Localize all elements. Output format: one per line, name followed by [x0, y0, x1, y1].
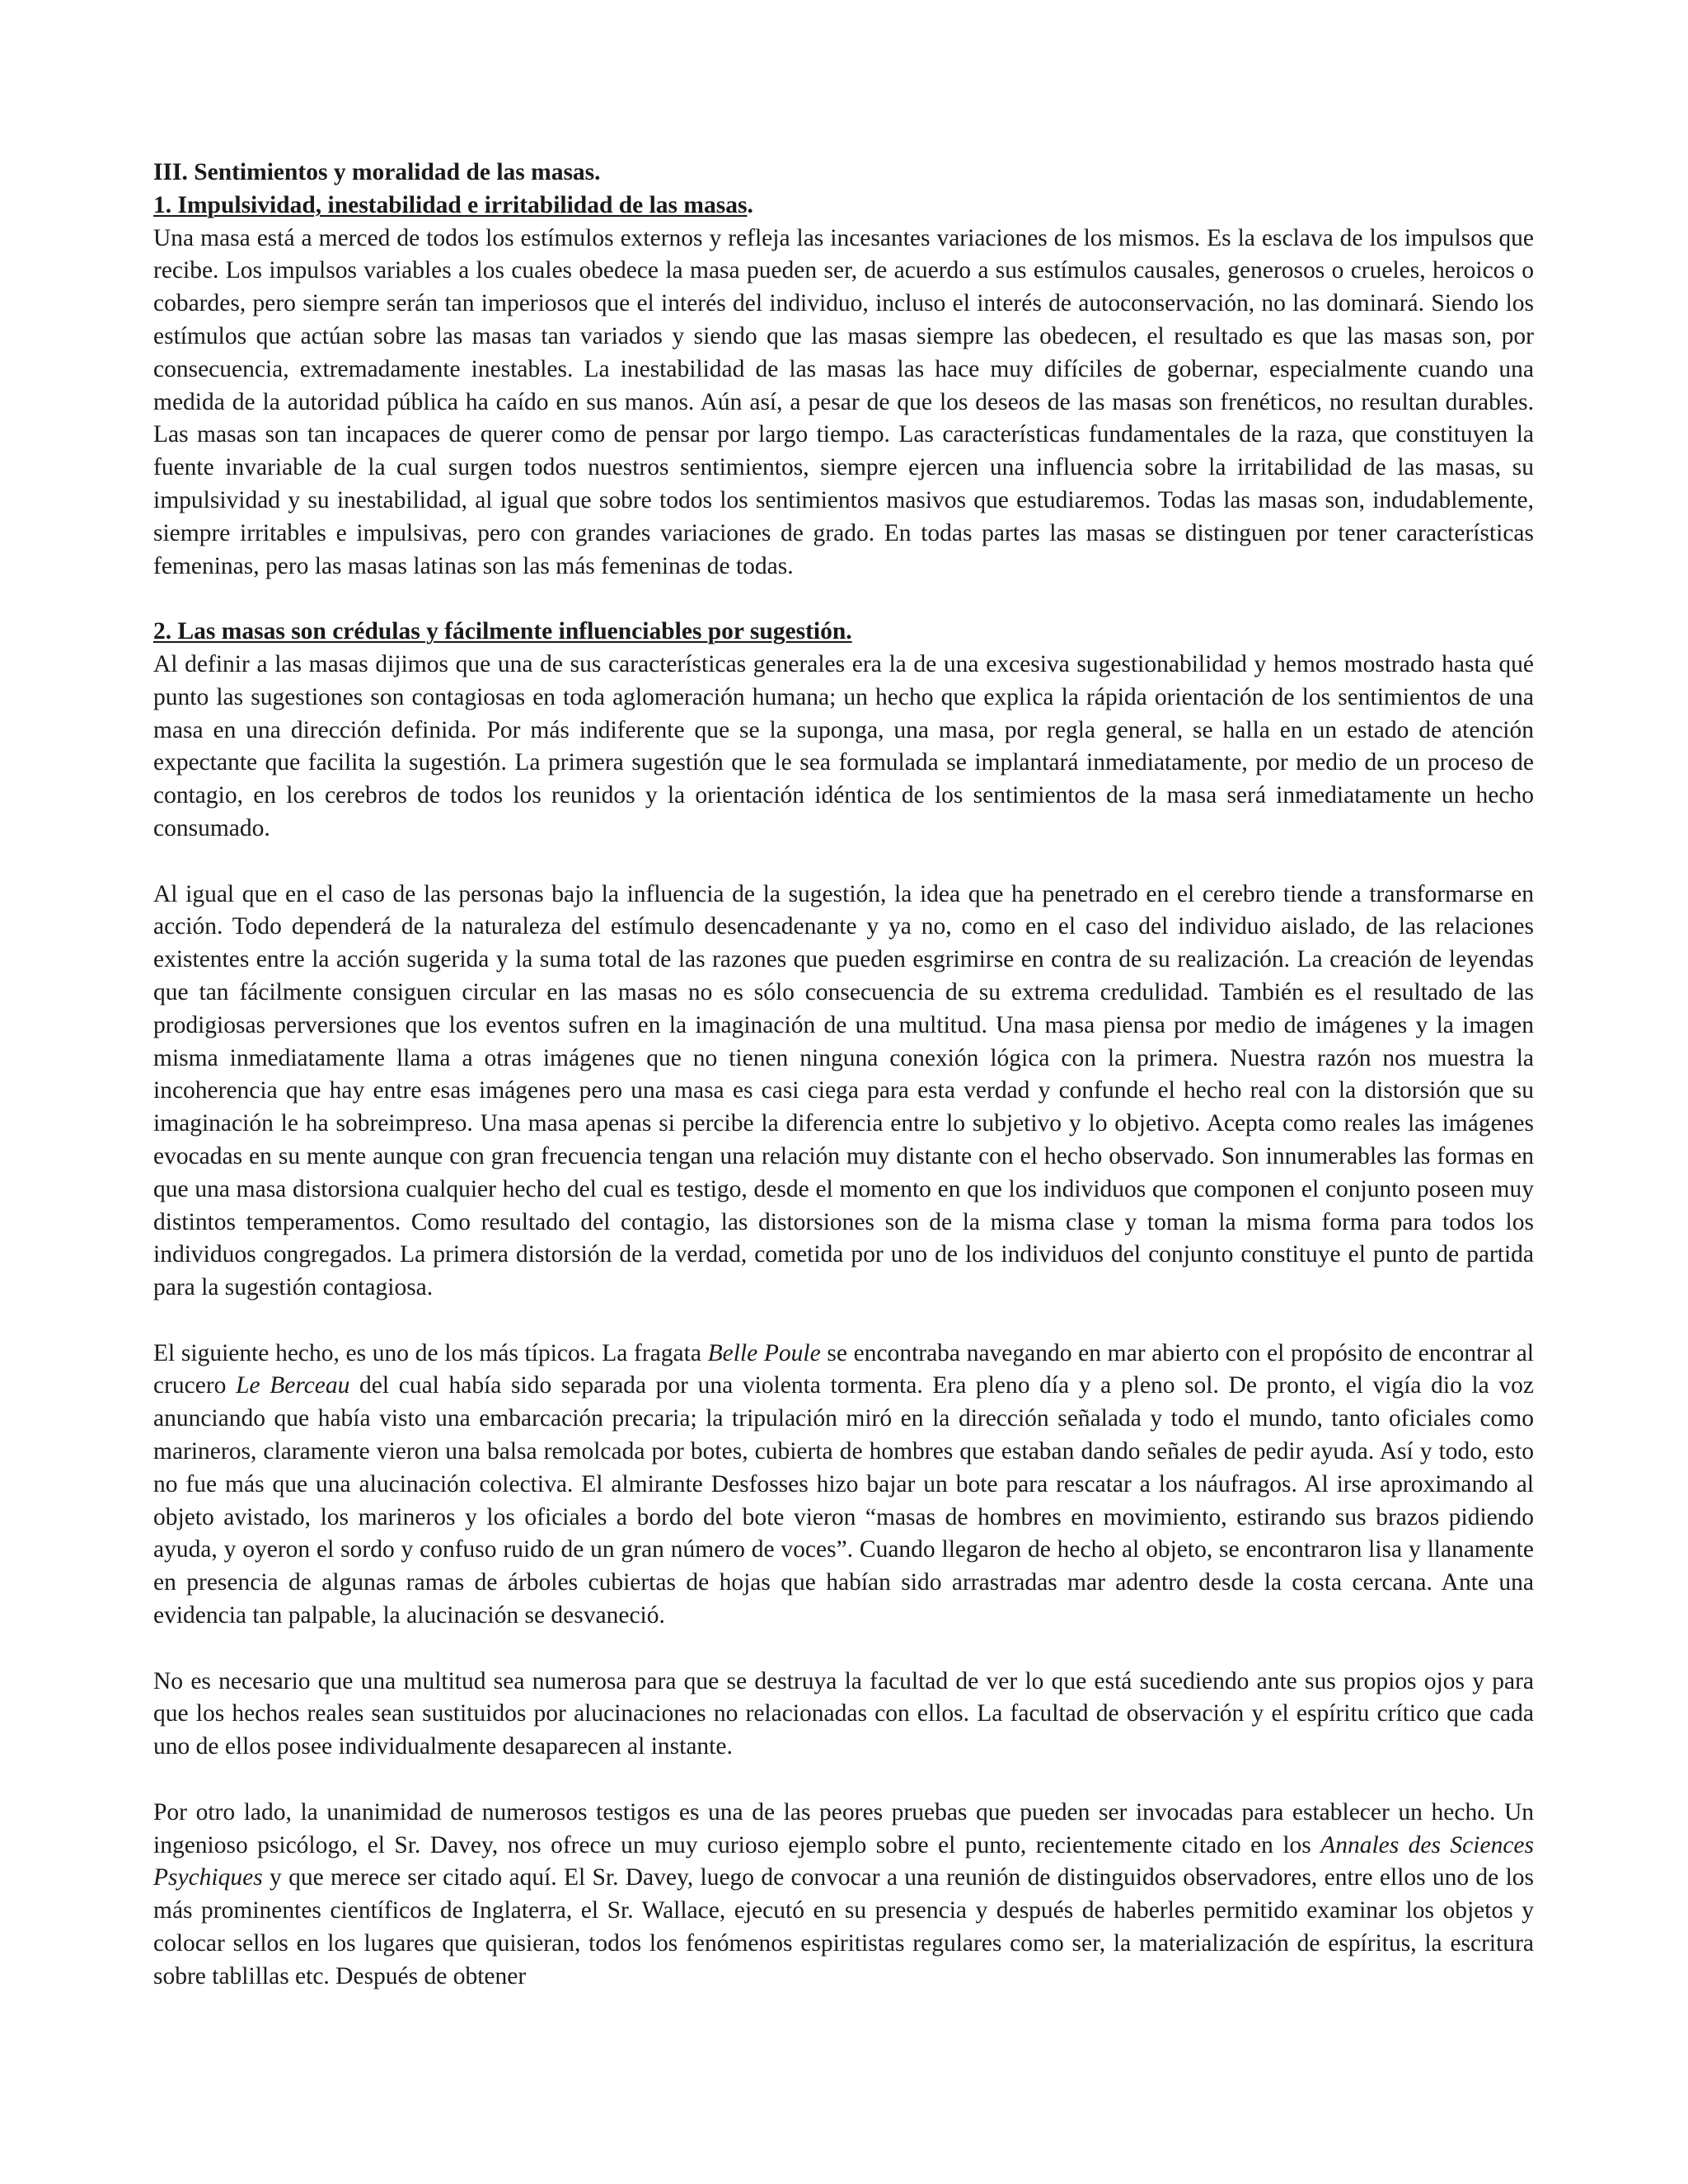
cruiser-name: Le Berceau [236, 1372, 350, 1399]
p5-text-a: Por otro lado, la unanimidad de numerosos testigos es una de las peores pruebas que pueden ser invocadas para establecer un hecho. Un ingenioso psicólogo, el Sr. Davey, nos ofrece un muy curioso ejemplo sobre el punto, recientemente citado en los [153, 1798, 1534, 1858]
p5-text-b: y que merece ser citado aquí. El Sr. Davey, luego de convocar a una reunión de distinguidos observadores, entre ellos uno de los más prominentes científicos de Inglaterra, el Sr. Wallace, ejecutó en su presencia y después de haberles permitido examinar los objetos y colocar sellos en los lugares que quisieran, todos los fenómenos espiritistas regulares como ser, la materialización de espíritus, la escritura sobre tablillas etc. Después de obtener [153, 1864, 1534, 1990]
section-1-paragraph-1: Una masa está a merced de todos los estímulos externos y refleja las incesantes variaciones de los mismos. Es la esclava de los impulsos que recibe. Los impulsos variables a los cuales obedece la masa pueden ser, de acuerdo a sus estímulos causales, generosos o crueles, heroicos o cobardes, pero siempre serán tan imperiosos que el interés del individuo, incluso el interés de autoconservación, no las dominará. Siendo los estímulos que actúan sobre las masas tan variados y siendo que las masas siempre las obedecen, el resultado es que las masas son, por consecuencia, extremadamente inestables. La inestabilidad de las masas las hace muy difíciles de gobernar, especialmente cuando una medida de la autoridad pública ha caído en sus manos. Aún así, a pesar de que los deseos de las masas son frenéticos, no resultan durables. Las masas son tan incapaces de querer como de pensar por largo tiempo. Las características fundamentales de la raza, que constituyen la fuente invariable de la cual surgen todos nuestros sentimientos, siempre ejercen una influencia sobre la irritabilidad de las masas, su impulsividad y su inestabilidad, al igual que sobre todos los sentimientos masivos que estudiaremos. Todas las masas son, indudablemente, siempre irritables e impulsivas, pero con grandes variaciones de grado. En todas partes las masas se distinguen por tener características femeninas, pero las masas latinas son las más femeninas de todas. [153, 224, 1534, 579]
p3-text-a: El siguiente hecho, es uno de los más típicos. La fragata [153, 1339, 708, 1366]
section-1-heading-text: 1. Impulsividad, inestabilidad e irritabilidad de las masas [153, 191, 748, 218]
paragraph-gap [153, 846, 1534, 879]
document-page [153, 157, 1534, 1994]
section-2-paragraph-3 [153, 1338, 1534, 1633]
section-2-paragraph-4: No es necesario que una multitud sea numerosa para que se destruya la facultad de ver lo que está sucediendo ante sus propios ojos y para que los hechos reales sean sustituidos por alucinaciones no relacionadas con ellos. La facultad de observación y el espíritu crítico que cada uno de ellos posee individualmente desaparecen al instante. [153, 1667, 1534, 1760]
journal-name: Annales des Sciences Psychiques [153, 1831, 1534, 1891]
paragraph-gap [153, 1305, 1534, 1338]
paragraph-gap [153, 583, 1534, 616]
ship-name: Belle Poule [707, 1339, 821, 1366]
chapter-title: III. Sentimientos y moralidad de las masas. [153, 159, 601, 185]
p3-text-b: se encontraba navegando en mar abierto con el propósito de encontrar al crucero [153, 1339, 1534, 1399]
section-2-paragraph-5 [153, 1797, 1534, 1994]
paragraph-gap [153, 1633, 1534, 1666]
paragraph-gap [153, 1764, 1534, 1797]
section-2-paragraph-1: Al definir a las masas dijimos que una de sus características generales era la de una excesiva sugestionabilidad y hemos mostrado hasta qué punto las sugestiones son contagiosas en toda aglomeración humana; un hecho que explica la rápida orientación de los sentimientos de una masa en una dirección definida. Por más indiferente que se la suponga, una masa, por regla general, se halla en un estado de atención expectante que facilita la sugestión. La primera sugestión que le sea formulada se implantará inmediatamente, por medio de un proceso de contagio, en los cerebros de todos los reunidos y la orientación idéntica de los sentimientos de la masa será inmediatamente un hecho consumado. [153, 650, 1534, 841]
section-2-heading: 2. Las masas son crédulas y fácilmente influenciables por sugestión. [153, 618, 852, 645]
p3-text-c: del cual había sido separada por una violenta tormenta. Era pleno día y a pleno sol. De pronto, el vigía dio la voz anunciando que había visto una embarcación precaria; la tripulación miró en la dirección señalada y todo el mundo, tanto oficiales como marineros, claramente vieron una balsa remolcada por botes, cubierta de hombres que estaban dando señales de pedir ayuda. Así y todo, esto no fue más que una alucinación colectiva. El almirante Desfosses hizo bajar un bote para rescatar a los náufragos. Al irse aproximando al objeto avistado, los marineros y los oficiales a bordo del bote vieron “masas de hombres en movimiento, estirando sus brazos pidiendo ayuda, y oyeron el sordo y confuso ruido de un gran número de voces”. Cuando llegaron de hecho al objeto, se encontraron lisa y llanamente en presencia de algunas ramas de árboles cubiertas de hojas que habían sido arrastradas mar adentro desde la costa cercana. Ante una evidencia tan palpable, la alucinación se desvaneció. [153, 1372, 1534, 1629]
section-1-heading [153, 190, 1534, 223]
section-1-heading-period: . [747, 191, 753, 218]
section-2-paragraph-2: Al igual que en el caso de las personas bajo la influencia de la sugestión, la idea que ha penetrado en el cerebro tiende a transformarse en acción. Todo dependerá de la naturaleza del estímulo desencadenante y ya no, como en el caso del individuo aislado, de las relaciones existentes entre la acción sugerida y la suma total de las razones que pueden esgrimirse en contra de su realización. La creación de leyendas que tan fácilmente consiguen circular en las masas no es sólo consecuencia de su extrema credulidad. También es el resultado de las prodigiosas perversiones que los eventos sufren en la imaginación de una multitud. Una masa piensa por medio de imágenes y la imagen misma inmediatamente llama a otras imágenes que no tienen ninguna conexión lógica con la primera. Nuestra razón nos muestra la incoherencia que hay entre esas imágenes pero una masa es casi ciega para esta verdad y confunde el hecho real con la distorsión que su imaginación le ha sobreimpreso. Una masa apenas si percibe la diferencia entre lo subjetivo y lo objetivo. Acepta como reales las imágenes evocadas en su mente aunque con gran frecuencia tengan una relación muy distante con el hecho observado. Son innumerables las formas en que una masa distorsiona cualquier hecho del cual es testigo, desde el momento en que los individuos que componen el conjunto poseen muy distintos temperamentos. Como resultado del contagio, las distorsiones son de la misma clase y toman la misma forma para todos los individuos congregados. La primera distorsión de la verdad, cometida por uno de los individuos del conjunto constituye el punto de partida para la sugestión contagiosa. [153, 880, 1534, 1301]
